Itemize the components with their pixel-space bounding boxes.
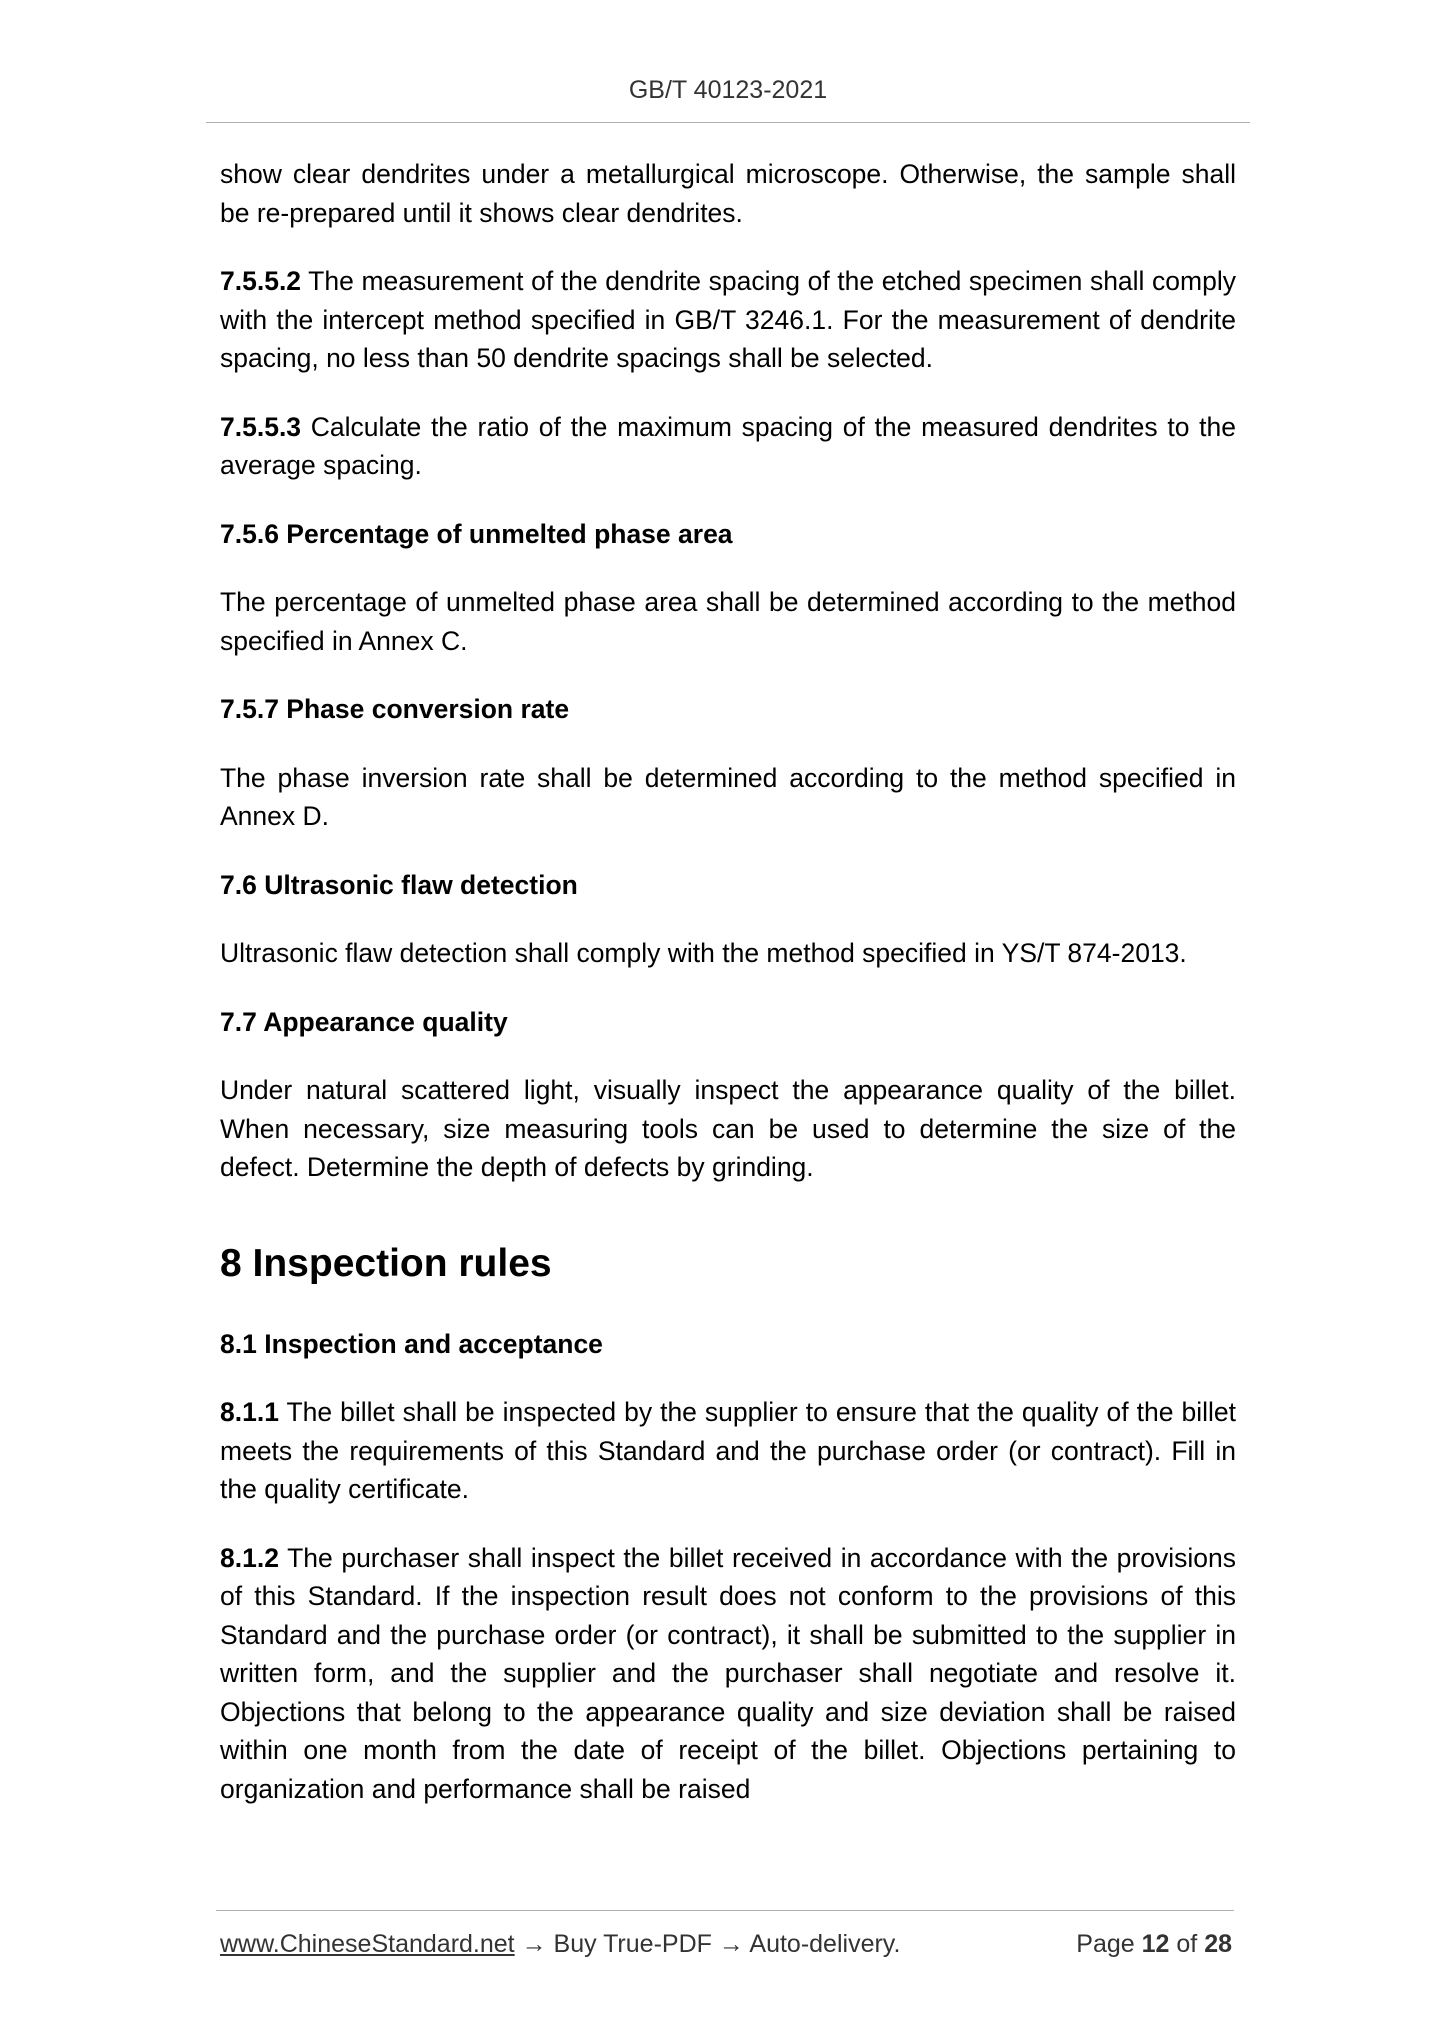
clause-number: 8.1.1	[220, 1397, 279, 1427]
paragraph-text: Under natural scattered light, visually inspect the appearance quality of the billet. When necessary, size measuring tools can be used to determine the size of the defect. Determine the depth of defects by grinding.	[220, 1075, 1236, 1182]
paragraph-ultrasonic	[220, 934, 1236, 973]
header-divider	[206, 122, 1250, 123]
paragraph-text: Ultrasonic flaw detection shall comply with the method specified in YS/T 874-2013.	[220, 938, 1187, 968]
website-link[interactable]: www.ChineseStandard.net	[220, 1930, 515, 1958]
heading-7-7: 7.7 Appearance quality	[220, 1006, 508, 1037]
page-number	[1076, 1924, 1232, 1964]
paragraph-continuation	[220, 155, 1236, 232]
clause-number: 8.1.2	[220, 1542, 279, 1573]
clause-7-5-5-3	[220, 408, 1236, 485]
heading-7-5-6: 7.5.6 Percentage of unmelted phase area	[220, 518, 733, 549]
page-body	[220, 155, 1236, 1838]
clause-text: The billet shall be inspected by the supplier to ensure that the quality of the billet meets the requirements of this Standard and the purchase order (or contract). Fill in the quality certificate.	[220, 1397, 1236, 1504]
total-pages: 28	[1204, 1930, 1232, 1958]
heading-7-6: 7.6 Ultrasonic flaw detection	[220, 869, 578, 900]
clause-8-1-1	[220, 1393, 1236, 1509]
clause-number: 7.5.5.2	[220, 266, 302, 296]
clause-text: The purchaser shall inspect the billet received in accordance with the provisions of this Standard. If the inspection result does not conform to the provisions of this Standard and the purchase order (or contract), it shall be submitted to the supplier in written form, and the supplier and the purchaser shall negotiate and resolve it. Objections that belong to the appearance quality and size deviation shall be raised within one month from the date of receipt of the billet. Objections pertaining to organization and performance shall be raised	[220, 1542, 1236, 1804]
footer-promo	[220, 1924, 900, 1964]
paragraph-appearance	[220, 1071, 1236, 1187]
paragraph-text: The percentage of unmelted phase area shall be determined according to the method specified in Annex C.	[220, 587, 1236, 656]
heading-7-5-7: 7.5.7 Phase conversion rate	[220, 694, 570, 724]
current-page: 12	[1141, 1930, 1170, 1958]
heading-8-1: 8.1 Inspection and acceptance	[220, 1328, 603, 1359]
clause-text: The measurement of the dendrite spacing of the etched specimen shall comply with the intercept method specified in GB/T 3246.1. For the measurement of dendrite spacing, no less than 50 dendrite spacings shall be selected.	[220, 266, 1236, 373]
clause-text: Calculate the ratio of the maximum spacing of the measured dendrites to the average spacing.	[220, 411, 1236, 480]
paragraph-text: The phase inversion rate shall be determined according to the method specified in Annex D.	[220, 762, 1236, 831]
paragraph-text: show clear dendrites under a metallurgical microscope. Otherwise, the sample shall be re-prepared until it shows clear dendrites.	[220, 159, 1236, 228]
clause-7-5-5-2	[220, 262, 1236, 378]
page-label: Page	[1076, 1930, 1142, 1958]
of-label: of	[1169, 1930, 1205, 1958]
clause-8-1-2	[220, 1539, 1236, 1809]
chapter-heading-8: 8 Inspection rules	[220, 1241, 552, 1285]
page-header	[206, 70, 1250, 110]
paragraph-unmelted-phase	[220, 583, 1236, 660]
footer-divider	[216, 1910, 1234, 1911]
standard-code: GB/T 40123-2021	[628, 76, 828, 104]
paragraph-phase-conversion	[220, 759, 1236, 836]
clause-number: 7.5.5.3	[220, 411, 302, 442]
promo-text: → Buy True-PDF → Auto-delivery.	[514, 1930, 901, 1958]
